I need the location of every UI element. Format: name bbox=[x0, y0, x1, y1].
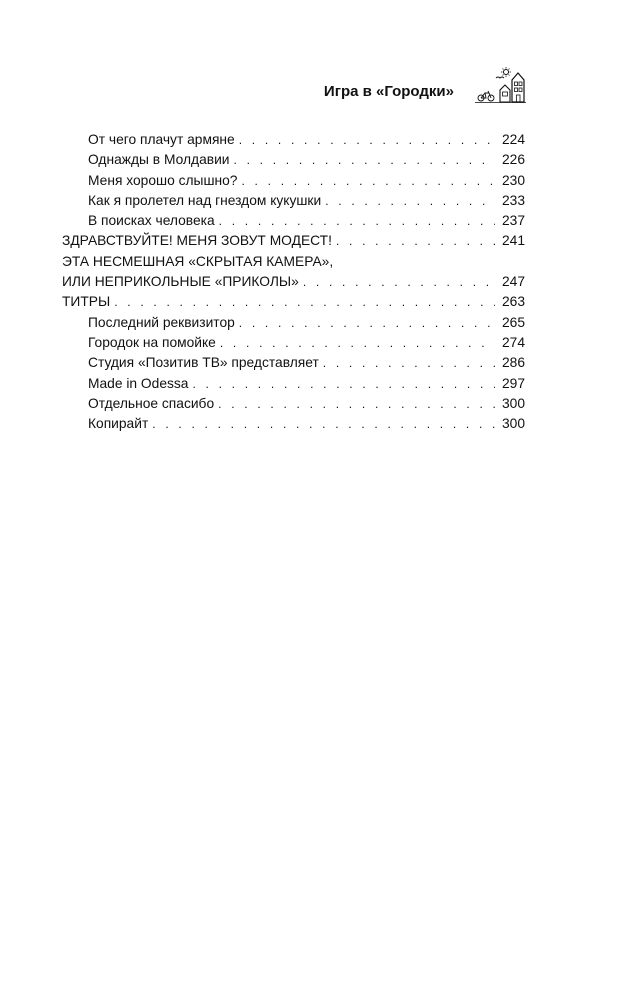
toc-entry bbox=[62, 272, 525, 292]
toc-entry bbox=[62, 333, 525, 353]
toc-dot-leader bbox=[336, 231, 495, 251]
toc-entry-title: Однажды в Молдавии bbox=[88, 152, 230, 168]
toc-entry-page-number: 237 bbox=[501, 213, 525, 229]
toc-entry-page-number: 241 bbox=[501, 233, 525, 249]
toc-entry-page-number: 263 bbox=[501, 294, 525, 310]
toc-dot-leader bbox=[239, 130, 495, 150]
toc-entry bbox=[62, 191, 525, 211]
toc-entry-page-number: 224 bbox=[501, 132, 525, 147]
toc-entry-title: Made in Odessa bbox=[88, 375, 189, 391]
toc-entry-page-number: 247 bbox=[501, 274, 525, 290]
toc-dot-leader bbox=[325, 191, 495, 211]
toc-entry bbox=[62, 313, 525, 333]
toc-entry-title: Последний реквизитор bbox=[88, 314, 235, 330]
toc-entry-page-number: 274 bbox=[501, 334, 525, 350]
toc-dot-leader bbox=[220, 333, 495, 353]
toc-entry-page-number: 300 bbox=[501, 395, 525, 411]
toc-entry bbox=[62, 252, 525, 272]
toc-dot-leader bbox=[239, 313, 495, 333]
toc-dot-leader bbox=[241, 171, 495, 191]
toc-dot-leader bbox=[114, 292, 495, 312]
toc-entry-title: Студия «Позитив ТВ» представляет bbox=[88, 355, 319, 371]
toc-entry-title: ИЛИ НЕПРИКОЛЬНЫЕ «ПРИКОЛЫ» bbox=[62, 274, 299, 290]
toc-entry bbox=[62, 394, 525, 414]
toc-entry-page-number: 233 bbox=[501, 192, 525, 208]
toc-entry-page-number: 230 bbox=[501, 172, 525, 188]
town-logo-icon bbox=[470, 66, 530, 104]
toc-dot-leader bbox=[323, 353, 495, 373]
toc-entry-page-number: 297 bbox=[501, 375, 525, 391]
toc-dot-leader bbox=[234, 150, 496, 170]
toc-entry-title: В поисках человека bbox=[88, 213, 215, 229]
toc-entry-title: ЭТА НЕСМЕШНАЯ «СКРЫТАЯ КАМЕРА», bbox=[62, 253, 334, 269]
toc-entry bbox=[62, 211, 525, 231]
toc-entry-title: Отдельное спасибо bbox=[88, 395, 215, 411]
toc-entry bbox=[62, 130, 525, 150]
toc-entry bbox=[62, 353, 525, 373]
toc-entry-page-number: 226 bbox=[501, 152, 525, 168]
toc-entry-title: От чего плачут армяне bbox=[88, 132, 235, 147]
running-head: Игра в «Городки» bbox=[323, 83, 454, 100]
toc-dot-leader bbox=[219, 211, 495, 231]
toc-dot-leader bbox=[152, 414, 495, 434]
toc-entry-title: ЗДРАВСТВУЙТЕ! МЕНЯ ЗОВУТ МОДЕСТ! bbox=[62, 233, 332, 249]
toc-entry-title: Как я пролетел над гнездом кукушки bbox=[88, 192, 322, 208]
toc-dot-leader bbox=[303, 272, 495, 292]
toc-entry bbox=[62, 374, 525, 394]
toc-entry bbox=[62, 150, 525, 170]
toc-entry-title: ТИТРЫ bbox=[62, 294, 111, 310]
table-of-contents bbox=[62, 130, 525, 434]
toc-entry bbox=[62, 231, 525, 251]
toc-entry bbox=[62, 171, 525, 191]
toc-entry-page-number: 300 bbox=[501, 416, 525, 432]
toc-entry-page-number: 265 bbox=[501, 314, 525, 330]
toc-dot-leader bbox=[192, 374, 495, 394]
toc-entry-title: Копирайт bbox=[88, 416, 149, 432]
toc-entry bbox=[62, 414, 525, 434]
toc-entry-page-number: 286 bbox=[501, 355, 525, 371]
toc-entry-title: Меня хорошо слышно? bbox=[88, 172, 238, 188]
toc-entry-title: Городок на помойке bbox=[88, 334, 216, 350]
toc-entry bbox=[62, 292, 525, 312]
toc-dot-leader bbox=[218, 394, 495, 414]
